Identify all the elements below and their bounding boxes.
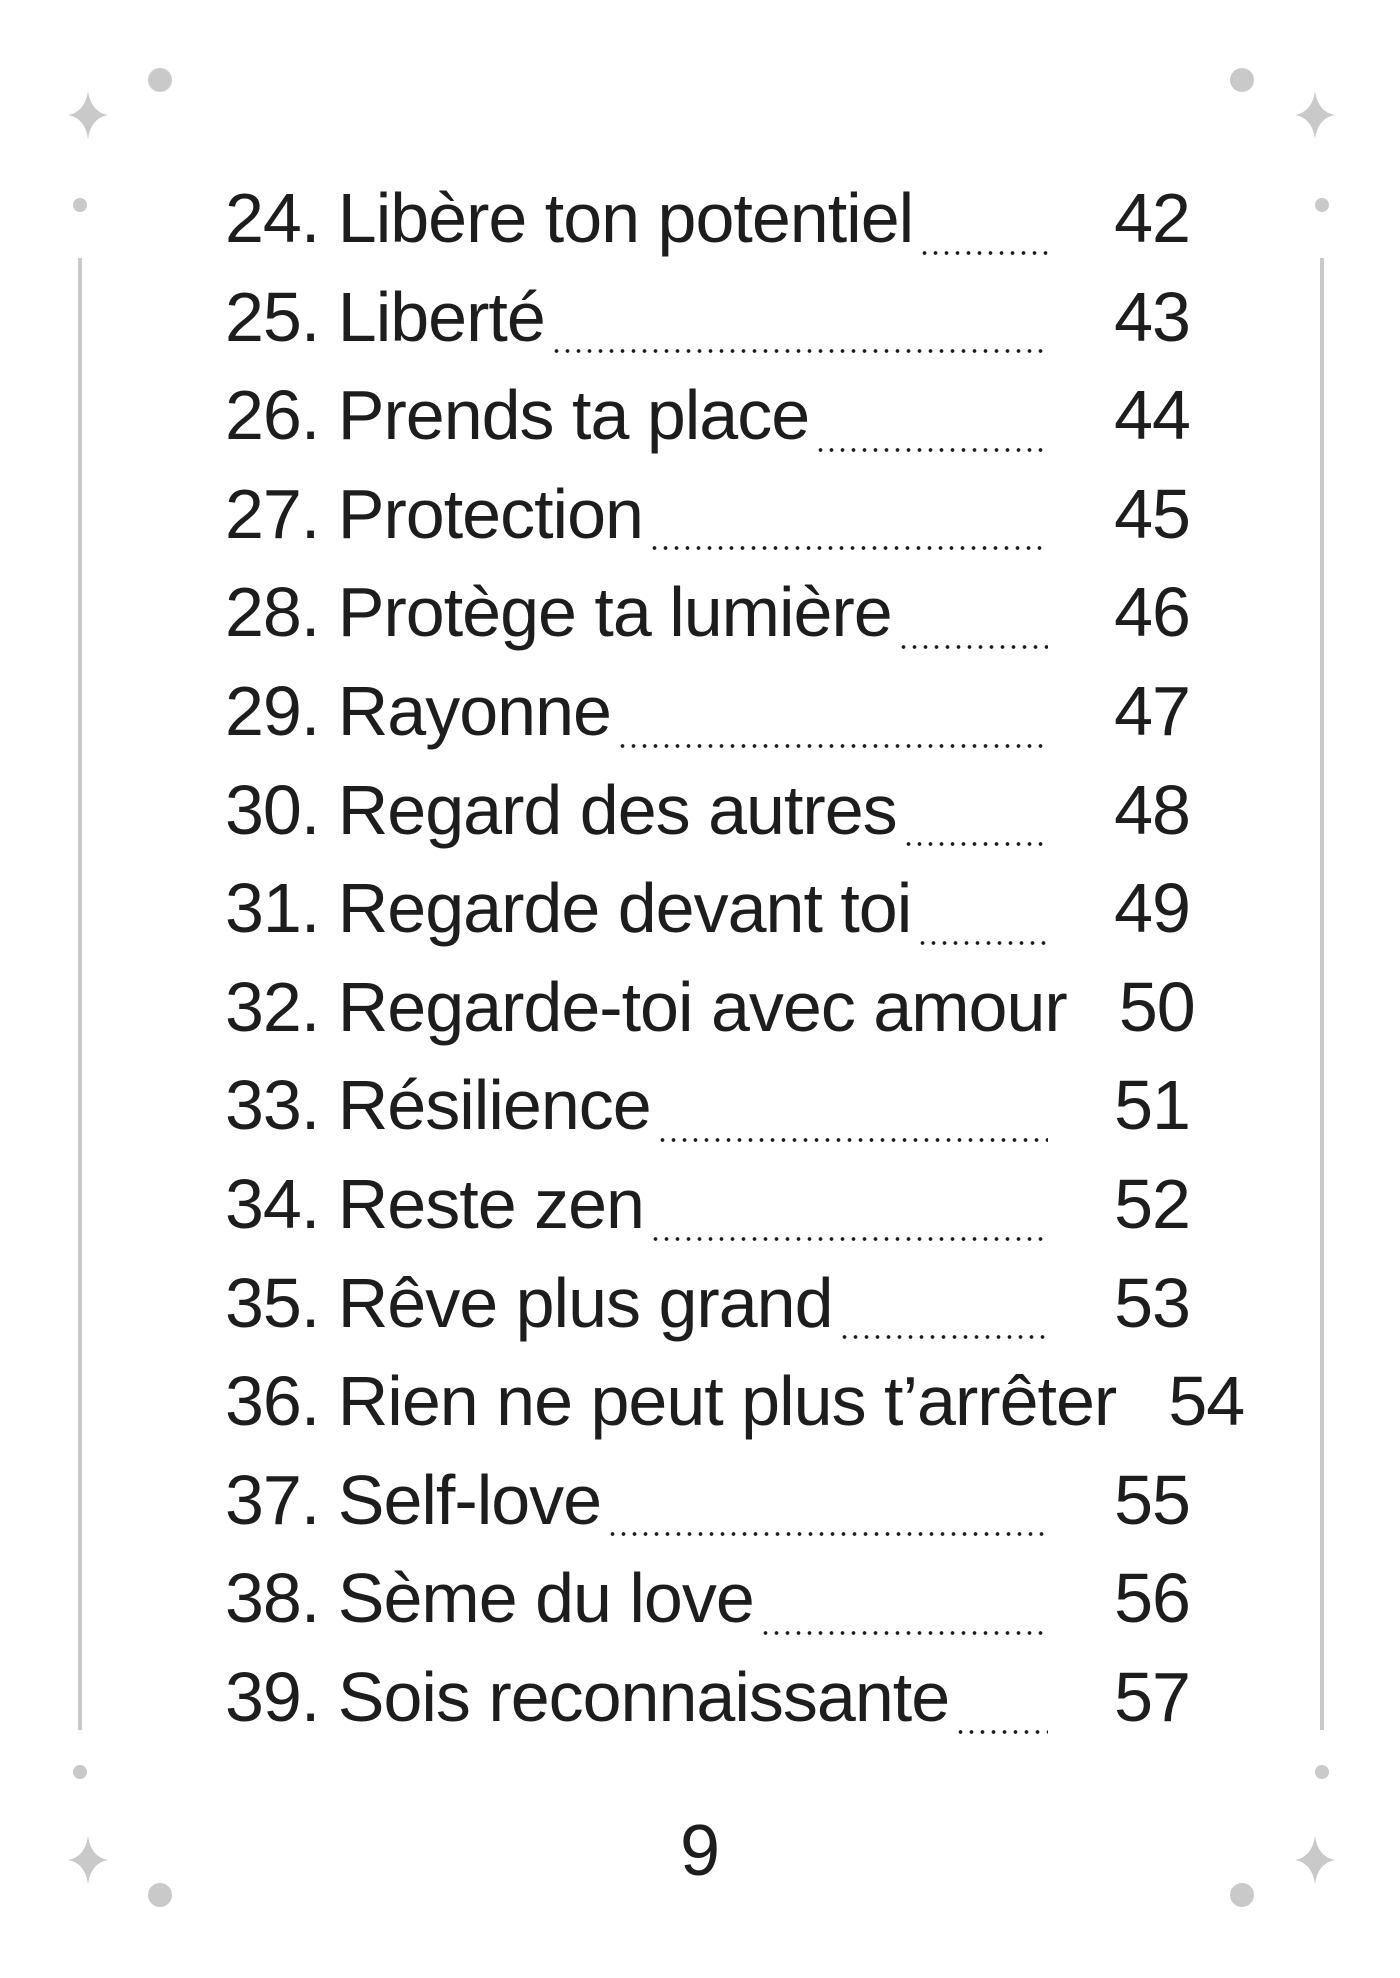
sparkle-icon <box>1295 91 1335 139</box>
toc-entry-page: 51 <box>1114 1066 1190 1145</box>
dot-leader <box>917 941 1048 945</box>
toc-entry-page: 53 <box>1114 1263 1190 1342</box>
sparkle-icon <box>68 91 108 139</box>
toc-entry <box>225 868 1190 967</box>
toc-entry-title: 38. Sème du love <box>225 1559 754 1638</box>
dot-leader <box>903 842 1048 846</box>
dot-leader <box>955 1730 1048 1734</box>
toc-entry-title: 31. Regarde devant toi <box>225 869 912 948</box>
dot-icon <box>73 198 87 212</box>
toc-entry <box>225 1361 1245 1460</box>
dot-icon <box>1315 198 1329 212</box>
dot-leader <box>919 251 1048 255</box>
page-number: 9 <box>679 1811 721 1891</box>
dot-icon <box>1315 1765 1329 1779</box>
toc-entry <box>225 1164 1190 1263</box>
dot-leader <box>760 1631 1048 1635</box>
table-of-contents <box>225 178 1245 1756</box>
toc-entry <box>225 277 1190 376</box>
toc-entry-title: 24. Libère ton potentiel <box>225 179 914 257</box>
toc-entry-title: 29. Rayonne <box>225 671 611 750</box>
dot-icon <box>73 1765 87 1779</box>
toc-entry-page: 42 <box>1114 179 1190 257</box>
toc-entry-title: 34. Reste zen <box>225 1164 644 1243</box>
toc-entry-page: 49 <box>1114 869 1190 948</box>
dot-leader <box>657 1138 1048 1142</box>
dot-leader <box>839 1335 1048 1339</box>
toc-entry <box>225 572 1190 671</box>
toc-entry-title: 36. Rien ne peut plus t’arrêter <box>225 1362 1117 1441</box>
toc-entry-title: 28. Protège ta lumière <box>225 573 892 652</box>
dot-leader <box>617 744 1048 748</box>
toc-entry-title: 33. Résilience <box>225 1066 651 1145</box>
toc-entry <box>225 1657 1190 1756</box>
toc-entry-page: 54 <box>1168 1362 1245 1441</box>
toc-entry <box>225 770 1190 869</box>
toc-entry-page: 56 <box>1114 1559 1190 1638</box>
toc-entry-page: 45 <box>1114 474 1190 553</box>
dot-icon <box>1230 68 1254 92</box>
dot-icon <box>148 68 172 92</box>
toc-entry <box>225 1558 1190 1657</box>
dot-leader <box>898 645 1048 649</box>
dot-leader <box>815 448 1048 452</box>
toc-entry-title: 35. Rêve plus grand <box>225 1263 833 1342</box>
toc-entry-page: 48 <box>1114 770 1190 849</box>
toc-entry-title: 37. Self-love <box>225 1460 602 1539</box>
toc-entry-page: 52 <box>1114 1164 1190 1243</box>
toc-entry <box>225 671 1190 770</box>
toc-entry-page: 47 <box>1114 671 1190 750</box>
toc-entry-page: 43 <box>1114 277 1190 356</box>
toc-entry-page: 46 <box>1114 573 1190 652</box>
toc-entry-page: 55 <box>1114 1460 1190 1539</box>
toc-entry <box>225 375 1190 474</box>
dot-leader <box>551 349 1048 353</box>
toc-entry <box>225 1460 1190 1559</box>
toc-entry-title: 26. Prends ta place <box>225 376 810 455</box>
toc-entry-title: 27. Protection <box>225 474 643 553</box>
toc-entry-page: 44 <box>1114 376 1190 455</box>
toc-entry <box>225 474 1190 573</box>
toc-entry-title: 25. Liberté <box>225 277 545 356</box>
toc-entry <box>225 1065 1190 1164</box>
toc-entry-page: 50 <box>1118 967 1195 1046</box>
dot-leader <box>607 1532 1048 1536</box>
toc-entry <box>225 1263 1190 1362</box>
toc-entry-title: 30. Regard des autres <box>225 770 897 849</box>
dot-leader <box>649 546 1048 550</box>
toc-entry <box>225 178 1190 277</box>
dot-leader <box>650 1237 1048 1241</box>
toc-entry-title: 39. Sois reconnaissante <box>225 1657 950 1736</box>
toc-entry <box>225 967 1195 1066</box>
toc-entry-page: 57 <box>1114 1657 1190 1736</box>
toc-entry-title: 32. Regarde-toi avec amour <box>225 967 1067 1046</box>
